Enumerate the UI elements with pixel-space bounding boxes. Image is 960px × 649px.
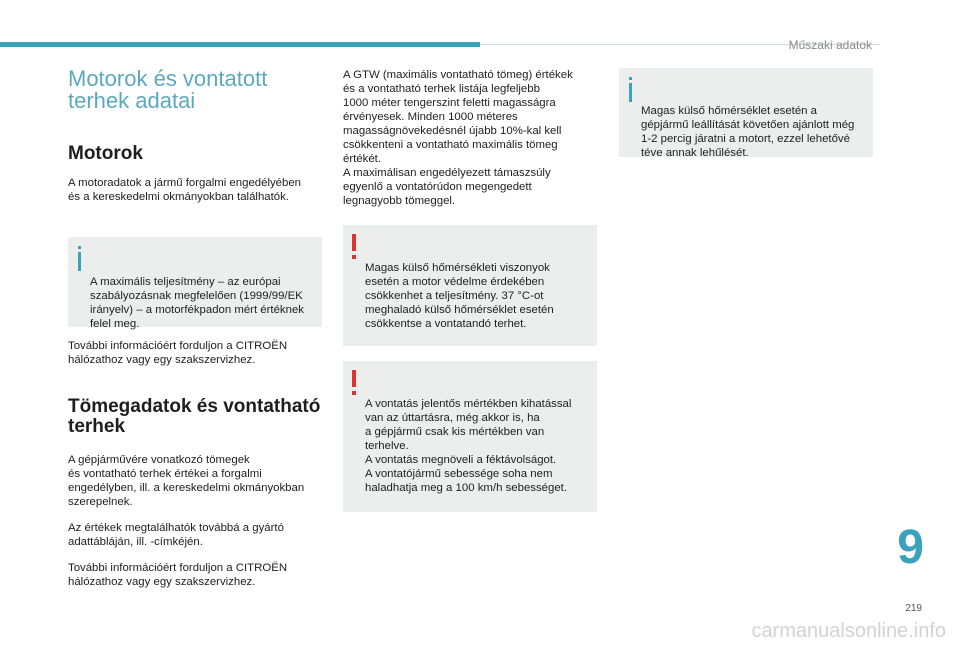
warning-note-temperature: [343, 225, 597, 346]
left-column: [68, 68, 322, 601]
warning-icon: [350, 234, 358, 260]
info-note-power: [68, 237, 322, 330]
chapter-accent-bar: [0, 42, 480, 47]
watermark: carmanualsonline.info: [751, 620, 946, 642]
weights-paragraph-1: A gépjárművére vonatkozó tömegek és vontatható terhek értékei a forgalmi engedélyben, ill. a kereskedelmi okmányokban szerepelnek.: [68, 454, 305, 508]
info-icon: [75, 246, 83, 272]
chapter-title: Műszaki adatok: [788, 38, 872, 52]
info-note-text: Magas külső hőmérséklet esetén a gépjármű leállítását követően ajánlott még 1-2 percig járatni a motort, ezzel lehetővé téve annak lehűlését.: [641, 105, 855, 159]
warning-icon: [350, 370, 358, 396]
info-note-text: A maximális teljesítmény – az európai szabályozásnak megfelelően (1999/99/EK irányelv) – a motorfékpadon mért értéknek felel meg.: [90, 276, 304, 330]
warning-note-text: Magas külső hőmérsékleti viszonyok esetén a motor védelme érdekében csökkenhet a teljesítmény. 37 °C-ot meghaladó külső hőmérséklet esetén csökkentse a vontatandó terhet.: [365, 262, 554, 330]
warning-note-towing: [343, 361, 597, 512]
gtw-paragraph: A GTW (maximális vontatható tömeg) értékek és a vontatható terhek listája legfeljebb 1000 méter tengerszint feletti magasságra érvényesek. Minden 1000 méteres magasságnövekedésnél újabb 10%-kal kell csökkenteni a vontatható maximális tömeg értékét. A maximálisan engedélyezett támaszsúly egyenlő a vontatórúdon megengedett legnagyobb tömeggel.: [343, 69, 573, 207]
section-heading-engines: Motorok: [68, 143, 143, 164]
engines-paragraph: A motoradatok a jármű forgalmi engedélyében és a kereskedelmi okmányokban találhatók.: [68, 177, 302, 203]
weights-paragraph-2: Az értékek megtalálhatók továbbá a gyártó adattábláján, ill. -címkéjén.: [68, 522, 284, 548]
page-title: Motorok és vontatott terhek adatai: [68, 66, 268, 113]
right-column: [619, 68, 873, 157]
chapter-number: 9: [897, 521, 924, 574]
middle-column: [343, 68, 597, 512]
engines-footer-paragraph: További információért forduljon a CITROËN hálózathoz vagy egy szakszervizhez.: [68, 340, 288, 366]
info-note-cooling: [619, 68, 873, 157]
weights-footer-paragraph: További információért forduljon a CITROËN hálózathoz vagy egy szakszervizhez.: [68, 562, 288, 588]
page-number: 219: [905, 603, 922, 614]
warning-note-text: A vontatás jelentős mértékben kihatással van az úttartásra, még akkor is, ha a gépjármű csak kis mértékben van terhelve. A vontatás megnöveli a féktávolságot. A vontatójármű sebessége soha nem haladhatja meg a 100 km/h sebességet.: [365, 398, 572, 494]
info-icon: [626, 77, 634, 103]
section-heading-weights: Tömegadatok és vontatható terhek: [68, 396, 321, 437]
